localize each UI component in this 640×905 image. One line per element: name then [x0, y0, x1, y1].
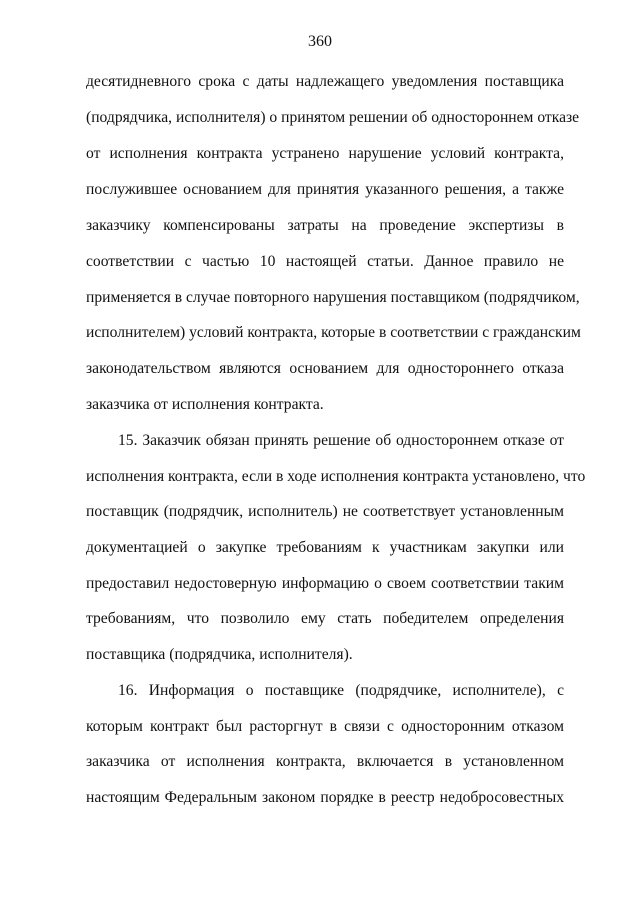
text-line: настоящим Федеральным законом порядке в реестр недобросовестных	[86, 789, 564, 806]
text-line: применяется в случае повторного нарушения поставщиком (подрядчиком,	[86, 289, 580, 306]
text-line: от исполнения контракта устранено нарушение условий контракта,	[86, 145, 564, 162]
page-number: 360	[308, 33, 332, 50]
text-line: заказчика от исполнения контракта, включается в установленном	[86, 753, 564, 770]
text-line: поставщика (подрядчика, исполнителя).	[86, 646, 353, 663]
text-line: заказчику компенсированы затраты на проведение экспертизы в	[86, 217, 564, 234]
text-line: требованиям, что позволило ему стать победителем определения	[86, 610, 564, 627]
text-line: соответствии с частью 10 настоящей статьи. Данное правило не	[86, 253, 564, 270]
text-line: заказчика от исполнения контракта.	[86, 396, 324, 413]
text-line: законодательством являются основанием для одностороннего отказа	[86, 360, 564, 377]
text-line: документацией о закупке требованиям к участникам закупки или	[86, 539, 564, 556]
text-line: послужившее основанием для принятия указанного решения, а также	[86, 181, 564, 198]
text-line: (подрядчика, исполнителя) о принятом решении об одностороннем отказе	[86, 109, 580, 126]
text-line: поставщик (подрядчик, исполнитель) не соответствует установленным	[86, 503, 564, 520]
text-line: исполнения контракта, если в ходе исполнения контракта установлено, что	[86, 468, 586, 485]
paragraph-15-first-line: 15. Заказчик обязан принять решение об одностороннем отказе от	[118, 432, 564, 449]
text-line: десятидневного срока с даты надлежащего уведомления поставщика	[86, 73, 564, 90]
text-line: исполнителем) условий контракта, которые в соответствии с гражданским	[86, 324, 581, 341]
paragraph-16-first-line: 16. Информация о поставщике (подрядчике, исполнителе), с	[118, 682, 564, 699]
text-line: предоставил недостоверную информацию о своем соответствии таким	[86, 575, 564, 592]
text-line: которым контракт был расторгнут в связи с односторонним отказом	[86, 718, 564, 735]
